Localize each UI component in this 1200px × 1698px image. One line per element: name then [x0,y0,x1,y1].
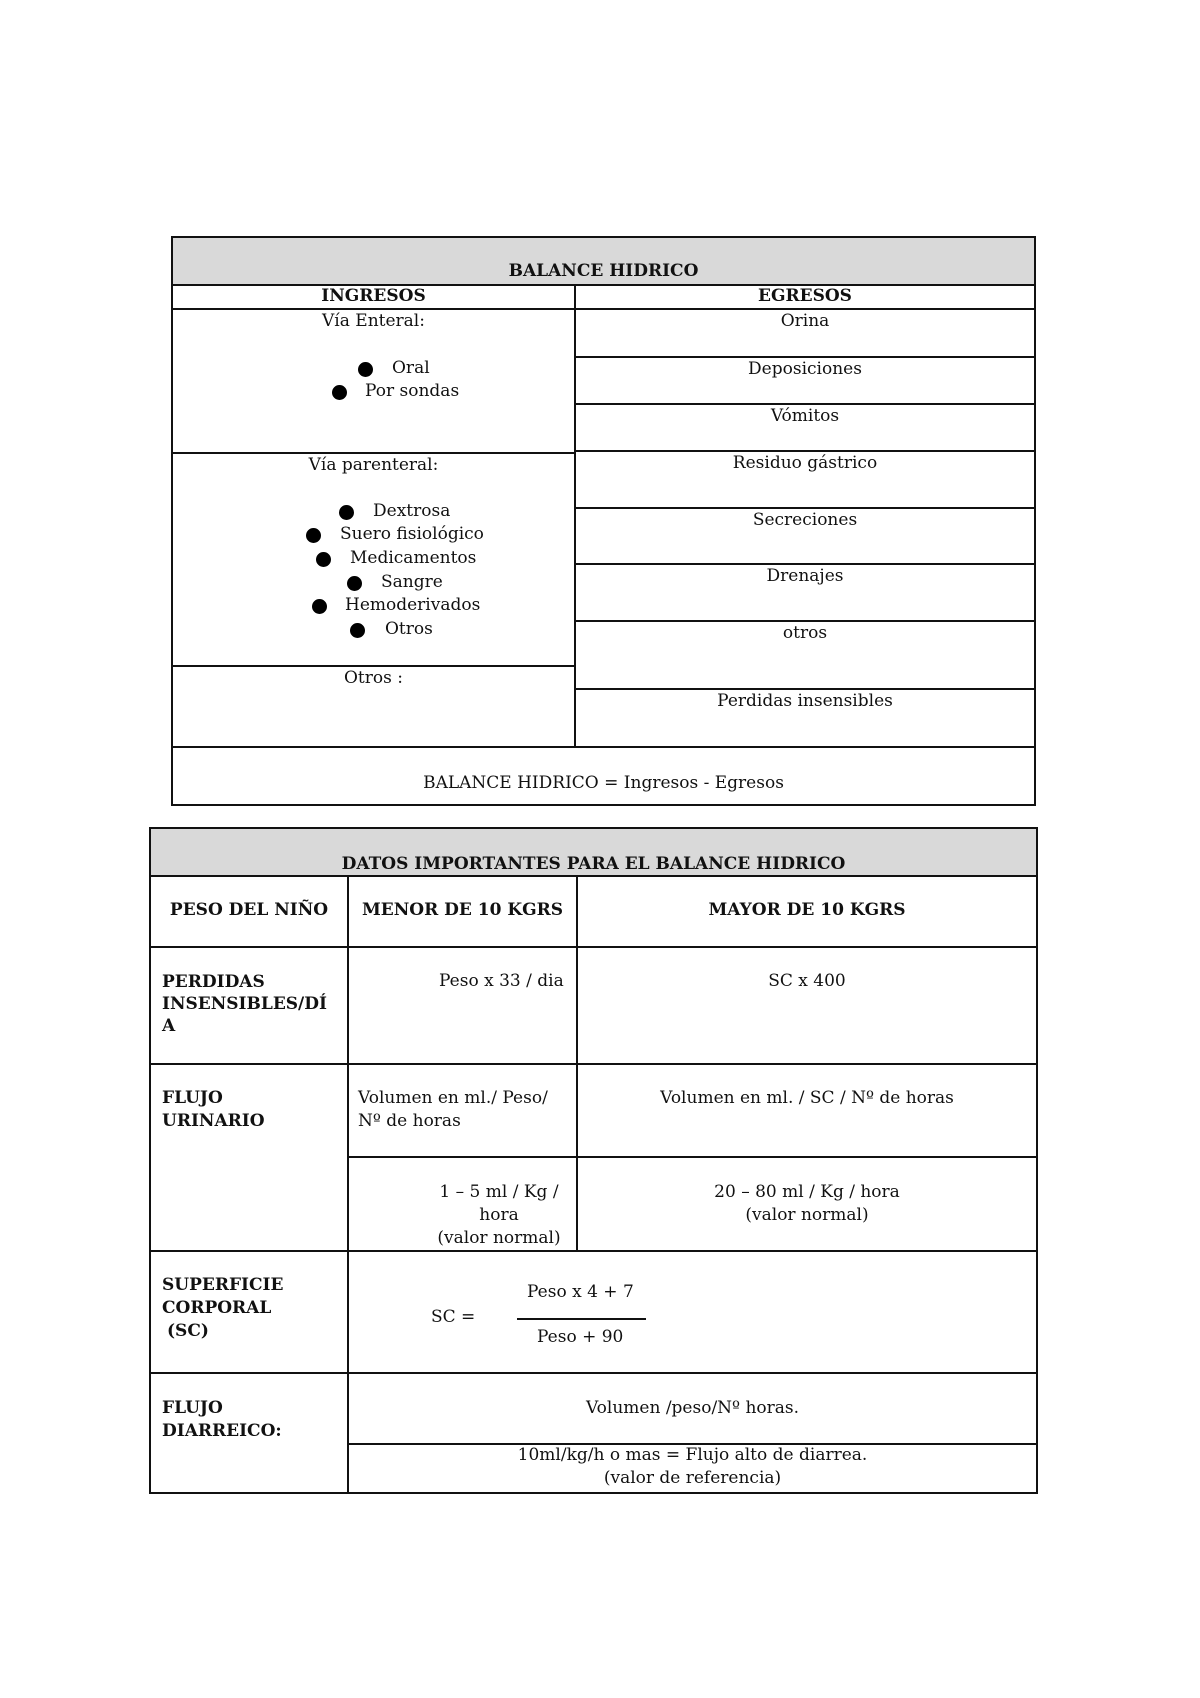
col-peso-header: PESO DEL NIÑO [169,900,329,920]
via-parenteral-item: Suero fisiológico [340,524,484,544]
bullet-icon [350,623,365,638]
flujo-urinario-menor-normal: 1 – 5 ml / Kg / [439,1182,559,1202]
via-parenteral-item: Sangre [381,572,443,592]
sc-numerator: Peso x 4 + 7 [527,1282,634,1302]
egreso-item: Perdidas insensibles [717,691,893,711]
via-parenteral-item: Medicamentos [350,548,477,568]
perdidas-mayor: SC x 400 [768,971,846,991]
datos-title: DATOS IMPORTANTES PARA EL BALANCE HIDRICO [341,854,846,874]
flujo-urinario-label: URINARIO [162,1111,265,1131]
via-enteral-item: Oral [392,358,430,378]
sc-denominator: Peso + 90 [537,1327,624,1347]
egresos-header: EGRESOS [758,286,852,306]
egreso-item: Vómitos [770,406,840,426]
balance-title: BALANCE HIDRICO [508,261,699,281]
col-mayor-header: MAYOR DE 10 KGRS [708,900,906,920]
perdidas-label: A [162,1016,176,1036]
sc-equals: SC = [431,1307,476,1327]
via-enteral-item: Por sondas [365,381,460,401]
flujo-urinario-menor-formula: Volumen en ml./ Peso/ [358,1088,548,1108]
flujo-urinario-label: FLUJO [162,1088,223,1108]
superficie-label: (SC) [167,1321,209,1341]
balance-formula: BALANCE HIDRICO = Ingresos - Egresos [423,773,784,793]
flujo-urinario-mayor-normal: 20 – 80 ml / Kg / hora [714,1182,900,1202]
perdidas-label: PERDIDAS [162,972,265,992]
flujo-urinario-menor-normal: (valor normal) [437,1228,561,1248]
flujo-urinario-mayor-formula: Volumen en ml. / SC / Nº de horas [660,1088,954,1108]
flujo-diarreico-referencia: 10ml/kg/h o mas = Flujo alto de diarrea. [517,1445,868,1465]
superficie-label: SUPERFICIE [162,1275,284,1295]
via-parenteral-label: Vía parenteral: [308,455,439,475]
bullet-icon [347,576,362,591]
via-parenteral-item: Dextrosa [373,501,451,521]
col-menor-header: MENOR DE 10 KGRS [361,900,564,920]
egreso-item: Orina [780,311,830,331]
flujo-diarreico-referencia: (valor de referencia) [603,1468,782,1488]
bullet-icon [339,505,354,520]
flujo-urinario-menor-formula: Nº de horas [358,1111,461,1131]
perdidas-menor: Peso x 33 / dia [439,971,564,991]
egreso-item: Secreciones [752,510,858,530]
fraction-bar [517,1318,646,1320]
via-enteral-label: Vía Enteral: [322,311,425,331]
flujo-diarreico-label: DIARREICO: [162,1421,282,1441]
egreso-item: otros [782,623,828,643]
perdidas-label: INSENSIBLES/DÍ [162,994,327,1014]
bullet-icon [332,385,347,400]
via-parenteral-item: Otros [385,619,433,639]
egreso-item: Drenajes [766,566,844,586]
bullet-icon [306,528,321,543]
datos-table [149,827,1038,1494]
superficie-label: CORPORAL [162,1298,272,1318]
bullet-icon [316,552,331,567]
ingresos-header: INGRESOS [321,286,426,306]
egreso-item: Deposiciones [748,359,862,379]
flujo-diarreico-formula: Volumen /peso/Nº horas. [585,1398,800,1418]
via-parenteral-item: Hemoderivados [345,595,481,615]
bullet-icon [312,599,327,614]
bullet-icon [358,362,373,377]
flujo-urinario-menor-normal: hora [479,1205,519,1225]
flujo-diarreico-label: FLUJO [162,1398,223,1418]
egreso-item: Residuo gástrico [732,453,878,473]
flujo-urinario-mayor-normal: (valor normal) [745,1205,869,1225]
otros-ingresos-label: Otros : [344,668,403,688]
